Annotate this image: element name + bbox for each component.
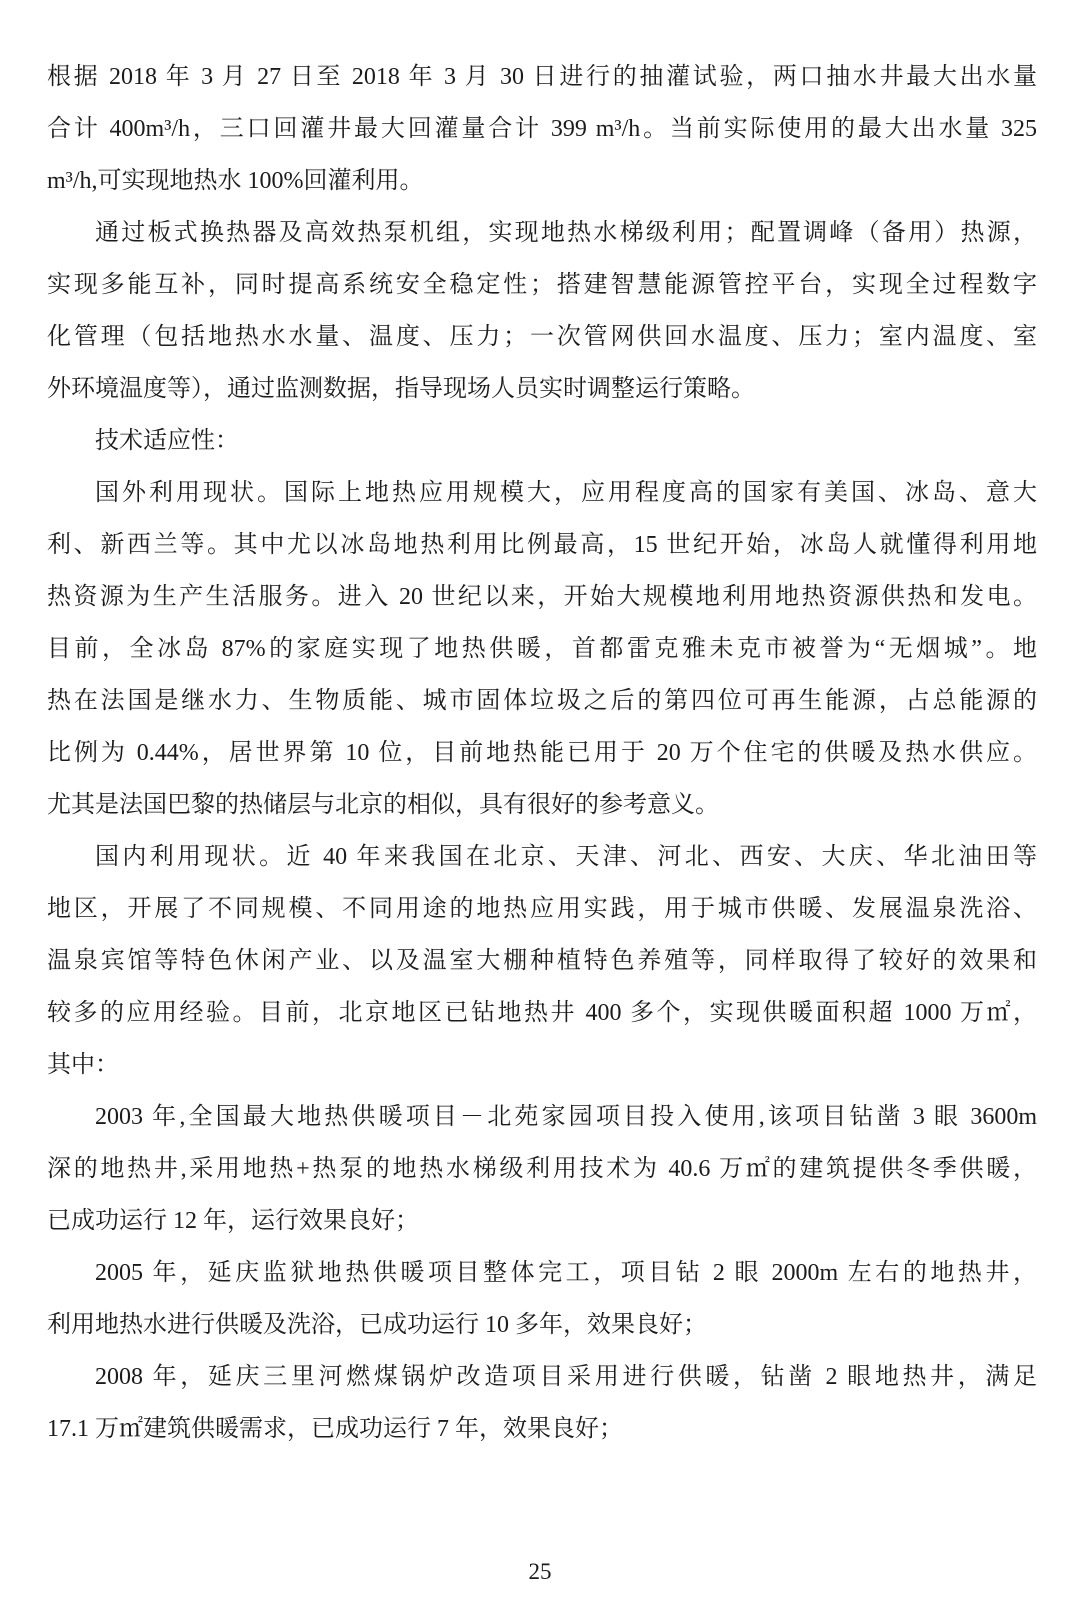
paragraph [47, 467, 1037, 831]
text-line: 2008 年，延庆三里河燃煤锅炉改造项目采用进行供暖，钻凿 2 眼地热井，满足 [95, 1364, 1037, 1390]
text-line: 2003 年,全国最大地热供暖项目－北苑家园项目投入使用,该项目钻凿 3 眼 3600m [95, 1104, 1037, 1130]
text-line: 较多的应用经验。目前，北京地区已钻地热井 400 多个，实现供暖面积超 1000 万㎡， [47, 1000, 1037, 1026]
document-body [47, 51, 1037, 1455]
text-line: 热资源为生产生活服务。进入 20 世纪以来，开始大规模地利用地热资源供热和发电。 [47, 584, 1037, 610]
paragraph [47, 415, 1037, 467]
text-line: 利用地热水进行供暖及洗浴，已成功运行 10 多年，效果良好； [47, 1312, 707, 1338]
text-line: 比例为 0.44%，居世界第 10 位，目前地热能已用于 20 万个住宅的供暖及热水供应。 [47, 740, 1037, 766]
text-line: 热在法国是继水力、生物质能、城市固体垃圾之后的第四位可再生能源，占总能源的 [47, 688, 1037, 714]
text-line: 外环境温度等），通过监测数据，指导现场人员实时调整运行策略。 [47, 376, 755, 402]
paragraph [47, 831, 1037, 1091]
page-footer [0, 1556, 1080, 1588]
text-line: 2005 年，延庆监狱地热供暖项目整体完工，项目钻 2 眼 2000m 左右的地热井， [95, 1260, 1037, 1286]
paragraph [47, 51, 1037, 207]
text-line: 合计 400m³/h，三口回灌井最大回灌量合计 399 m³/h。当前实际使用的最大出水量 325 [47, 116, 1037, 142]
text-line: 尤其是法国巴黎的热储层与北京的相似，具有很好的参考意义。 [47, 792, 719, 818]
page-number: 25 [528, 1559, 552, 1584]
text-line: 化管理（包括地热水水量、温度、压力；一次管网供回水温度、压力；室内温度、室 [47, 324, 1037, 350]
paragraph [47, 1247, 1037, 1351]
text-line: 利、新西兰等。其中尤以冰岛地热利用比例最高，15 世纪开始，冰岛人就懂得利用地 [47, 532, 1037, 558]
text-line: 已成功运行 12 年，运行效果良好； [47, 1208, 419, 1234]
text-line: 技术适应性： [95, 428, 239, 454]
paragraph [47, 1351, 1037, 1455]
text-line: 国内利用现状。近 40 年来我国在北京、天津、河北、西安、大庆、华北油田等 [95, 844, 1037, 870]
text-line: 地区，开展了不同规模、不同用途的地热应用实践，用于城市供暖、发展温泉洗浴、 [47, 896, 1037, 922]
text-line: 目前，全冰岛 87%的家庭实现了地热供暖，首都雷克雅未克市被誉为“无烟城”。地 [47, 636, 1037, 662]
text-line: 温泉宾馆等特色休闲产业、以及温室大棚种植特色养殖等，同样取得了较好的效果和 [47, 948, 1037, 974]
text-line: 实现多能互补，同时提高系统安全稳定性；搭建智慧能源管控平台，实现全过程数字 [47, 272, 1037, 298]
text-line: 深的地热井,采用地热+热泵的地热水梯级利用技术为 40.6 万㎡的建筑提供冬季供暖， [47, 1156, 1037, 1182]
text-line: 17.1 万㎡建筑供暖需求，已成功运行 7 年，效果良好； [47, 1416, 623, 1442]
text-line: 通过板式换热器及高效热泵机组，实现地热水梯级利用；配置调峰（备用）热源， [95, 220, 1037, 246]
text-line: 根据 2018 年 3 月 27 日至 2018 年 3 月 30 日进行的抽灌试验，两口抽水井最大出水量 [47, 64, 1037, 90]
paragraph [47, 207, 1037, 415]
text-line: m³/h,可实现地热水 100%回灌利用。 [47, 168, 424, 194]
text-line: 国外利用现状。国际上地热应用规模大，应用程度高的国家有美国、冰岛、意大 [95, 480, 1037, 506]
text-line: 其中： [47, 1052, 119, 1078]
paragraph [47, 1091, 1037, 1247]
